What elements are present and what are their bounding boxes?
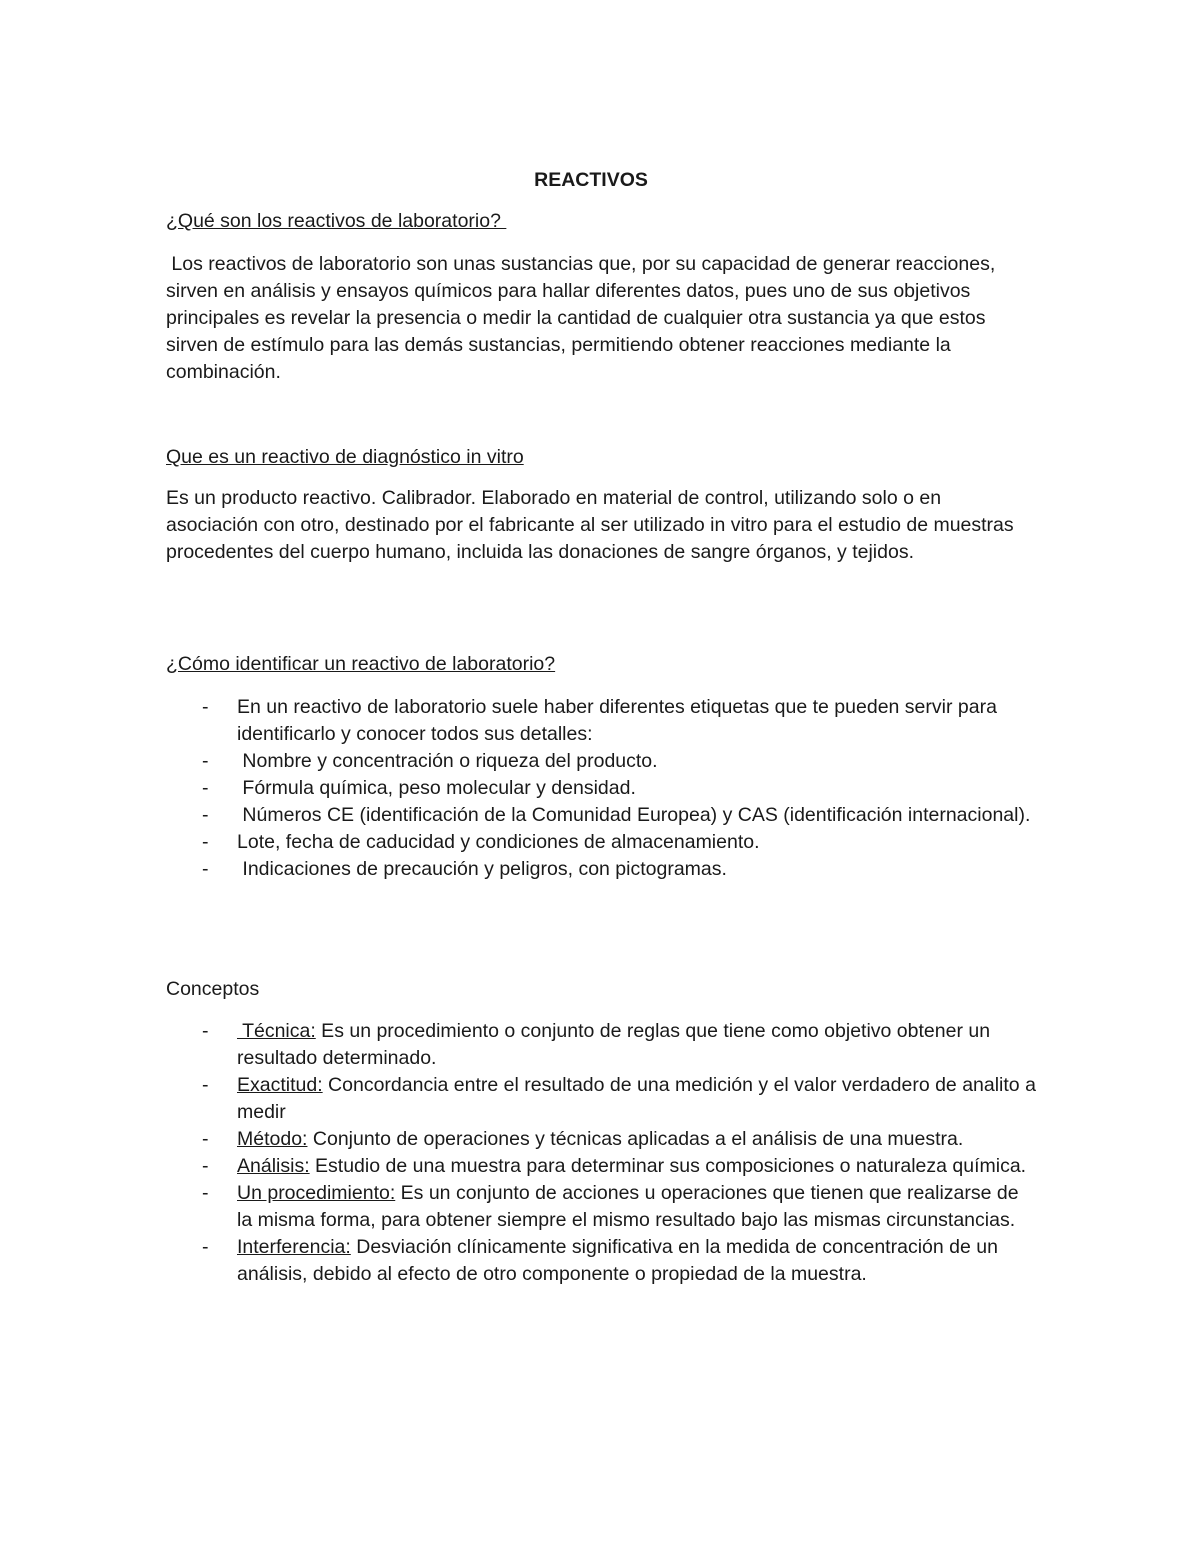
section-heading-diagnostico-in-vitro: Que es un reactivo de diagnóstico in vitro — [166, 446, 524, 468]
dash-bullet: - — [202, 804, 209, 826]
list-item-text: Nombre y concentración o riqueza del producto. — [237, 750, 658, 772]
list-item — [166, 775, 1036, 802]
dash-bullet: - — [202, 1020, 209, 1042]
list-item — [166, 694, 1036, 748]
concept-term: Un procedimiento: — [237, 1182, 396, 1204]
concept-definition: Conjunto de operaciones y técnicas aplicadas a el análisis de una muestra. — [307, 1128, 964, 1150]
conceptos-list — [166, 1018, 1036, 1288]
concept-term: Interferencia: — [237, 1236, 351, 1258]
dash-bullet: - — [202, 1155, 209, 1177]
concept-definition: Es un procedimiento o conjunto de reglas que tiene como objetivo obtener un resultado determinado. — [237, 1020, 991, 1069]
concept-item — [166, 1126, 1036, 1153]
dash-bullet: - — [202, 858, 209, 880]
concept-item — [166, 1018, 1036, 1072]
list-item-text: Lote, fecha de caducidad y condiciones de almacenamiento. — [237, 831, 760, 853]
list-item-text: Indicaciones de precaución y peligros, con pictogramas. — [237, 858, 727, 880]
document-title: REACTIVOS — [534, 169, 648, 191]
list-item — [166, 748, 1036, 775]
dash-bullet: - — [202, 696, 209, 718]
concept-definition: Concordancia entre el resultado de una medición y el valor verdadero de analito a medir — [237, 1074, 1036, 1123]
concept-term: Técnica: — [237, 1020, 316, 1042]
concept-item — [166, 1180, 1036, 1234]
dash-bullet: - — [202, 750, 209, 772]
concept-term: Análisis: — [237, 1155, 310, 1177]
section-heading-conceptos: Conceptos — [166, 978, 260, 1000]
concept-definition: Es un conjunto de acciones u operaciones que tienen que realizarse de la misma forma, para obtener siempre el mismo resultado bajo las mismas circunstancias. — [237, 1182, 1019, 1231]
document-page — [166, 0, 1036, 1553]
concept-definition: Estudio de una muestra para determinar sus composiciones o naturaleza química. — [309, 1155, 1027, 1177]
dash-bullet: - — [202, 831, 209, 853]
concept-item — [166, 1072, 1036, 1126]
list-item-text: Fórmula química, peso molecular y densidad. — [237, 777, 636, 799]
section-heading-identificar-reactivo: ¿Cómo identificar un reactivo de laboratorio? — [166, 653, 556, 675]
dash-bullet: - — [202, 777, 209, 799]
list-item-text: Números CE (identificación de la Comunidad Europea) y CAS (identificación internacional). — [237, 804, 1031, 826]
concept-term: Exactitud: — [237, 1074, 323, 1096]
section-heading-que-son-reactivos: ¿Qué son los reactivos de laboratorio? — [166, 210, 507, 232]
paragraph-diagnostico-in-vitro: Es un producto reactivo. Calibrador. Elaborado en material de control, utilizando solo o en asociación con otro, destinado por el fabricante al ser utilizado in vitro para el estudio de muestras procedentes del cuerpo humano, incluida las donaciones de sangre órganos, y tejidos. — [166, 487, 1014, 563]
dash-bullet: - — [202, 1074, 209, 1096]
list-item — [166, 802, 1036, 829]
list-item-text: En un reactivo de laboratorio suele haber diferentes etiquetas que te pueden servir para identificarlo y conocer todos sus detalles: — [237, 696, 1003, 745]
dash-bullet: - — [202, 1236, 209, 1258]
concept-item — [166, 1153, 1036, 1180]
identificar-list — [166, 694, 1036, 883]
dash-bullet: - — [202, 1128, 209, 1150]
concept-definition: Desviación clínicamente significativa en la medida de concentración de un análisis, debido al efecto de otro componente o propiedad de la muestra. — [237, 1236, 998, 1285]
paragraph-que-son-reactivos: Los reactivos de laboratorio son unas sustancias que, por su capacidad de generar reacciones, sirven en análisis y ensayos químicos para hallar diferentes datos, pues uno de sus objetivos principales es revelar la presencia o medir la cantidad de cualquier otra sustancia ya que estos sirven de estímulo para las demás sustancias, permitiendo obtener reacciones mediante la combinación. — [166, 253, 1001, 383]
list-item — [166, 829, 1036, 856]
concept-term: Método: — [237, 1128, 308, 1150]
dash-bullet: - — [202, 1182, 209, 1204]
concept-item — [166, 1234, 1036, 1288]
list-item — [166, 856, 1036, 883]
